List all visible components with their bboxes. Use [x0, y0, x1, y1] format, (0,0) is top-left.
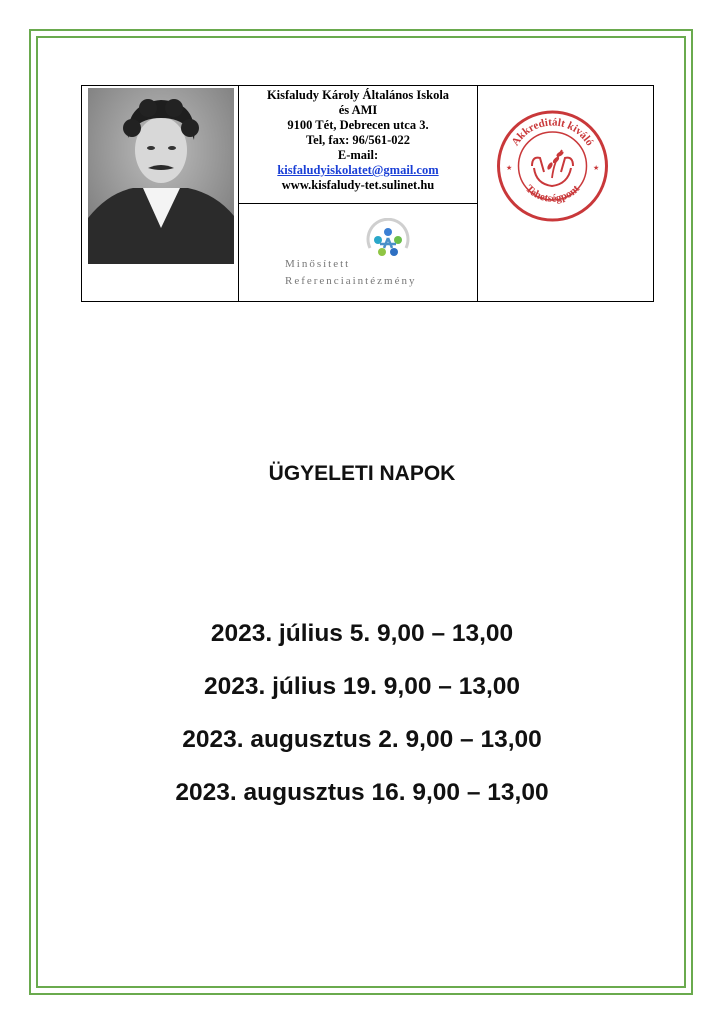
duty-dates-list — [0, 617, 724, 829]
talent-point-badge-cell — [478, 86, 653, 301]
svg-text:★: ★ — [506, 165, 513, 172]
duty-date-1: 2023. július 5. 9,00 – 13,00 — [210, 620, 514, 647]
reference-institution-icon — [362, 218, 414, 270]
website-text: www.kisfaludy-tet.sulinet.hu — [281, 178, 435, 192]
portrait-cell — [82, 86, 239, 301]
badge-bottom-text: Tehetségpont — [522, 182, 583, 205]
school-address: 9100 Tét, Debrecen utca 3. — [287, 118, 429, 132]
reference-text-line2: Referenciaintézmény — [285, 275, 417, 287]
reference-logo-cell — [239, 204, 478, 301]
reference-text-line1: Minősített — [285, 258, 351, 270]
school-name-line1: Kisfaludy Károly Általános Iskola — [266, 88, 450, 102]
svg-text:★: ★ — [593, 165, 600, 172]
portrait-image — [88, 88, 234, 264]
school-info-cell — [239, 86, 478, 204]
duty-date-2: 2023. július 19. 9,00 – 13,00 — [204, 673, 520, 700]
talent-point-badge — [496, 106, 609, 226]
school-name-line2: és AMI — [338, 103, 378, 117]
school-phone: Tel, fax: 96/561-022 — [305, 133, 411, 147]
header-table — [81, 85, 654, 302]
duty-date-3: 2023. augusztus 2. 9,00 – 13,00 — [182, 726, 542, 753]
email-link[interactable]: kisfaludyiskolatet@gmail.com — [277, 163, 439, 177]
page-title: ÜGYELETI NAPOK — [268, 462, 456, 485]
duty-date-4: 2023. augusztus 16. 9,00 – 13,00 — [175, 779, 549, 806]
badge-top-text: Akkreditált kiváló — [509, 116, 596, 149]
email-label: E-mail: — [337, 148, 379, 162]
